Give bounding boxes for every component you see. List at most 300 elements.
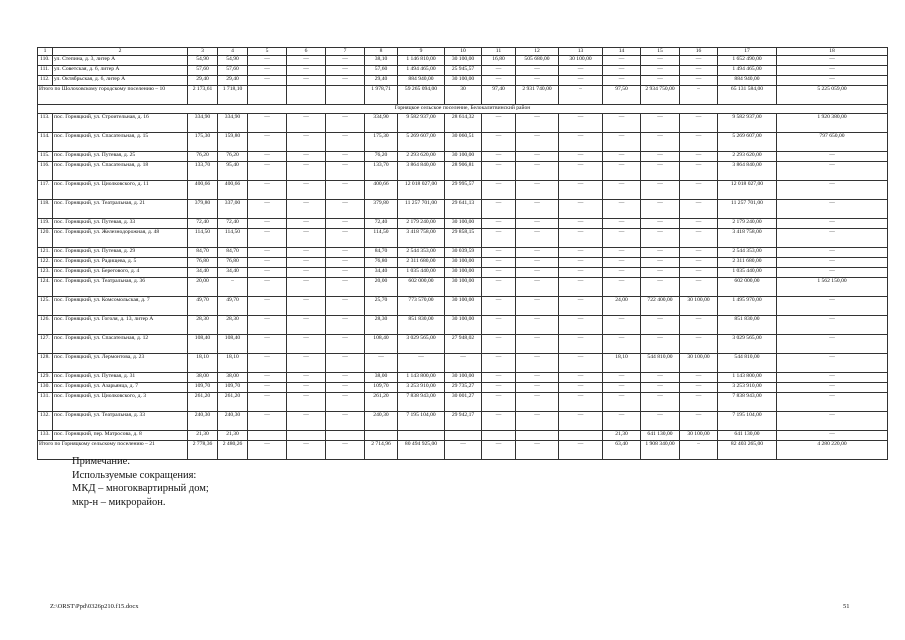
value-cell: —: [482, 335, 516, 354]
value-cell: 722 400,00: [641, 297, 680, 316]
total-value: 30: [445, 86, 482, 105]
value-cell: —: [680, 383, 718, 393]
value-cell: 3 418 758,00: [718, 229, 777, 248]
row-number: 130.: [38, 383, 53, 393]
total-value: 2 778,36: [188, 441, 218, 460]
value-cell: [559, 431, 603, 441]
table-row: [38, 278, 888, 297]
value-cell: —: [482, 229, 516, 248]
value-cell: 114,50: [365, 229, 398, 248]
value-cell: 3 864 840,00: [398, 162, 445, 181]
value-cell: —: [516, 133, 559, 152]
value-cell: —: [248, 316, 287, 335]
value-cell: —: [287, 181, 326, 200]
row-number: 129.: [38, 373, 53, 383]
value-cell: 544 810,00: [718, 354, 777, 373]
value-cell: 28 906,81: [445, 162, 482, 181]
value-cell: 240,30: [188, 412, 218, 431]
total-value: 2 480,26: [218, 441, 248, 460]
value-cell: —: [777, 354, 888, 373]
value-cell: —: [482, 316, 516, 335]
value-cell: —: [482, 152, 516, 162]
value-cell: 1 494 465,00: [398, 66, 445, 76]
value-cell: —: [326, 258, 365, 268]
value-cell: —: [326, 56, 365, 66]
value-cell: —: [482, 66, 516, 76]
value-cell: 34,40: [365, 268, 398, 278]
value-cell: —: [603, 76, 641, 86]
value-cell: —: [326, 412, 365, 431]
row-number: 110.: [38, 56, 53, 66]
value-cell: 175,30: [365, 133, 398, 152]
value-cell: —: [559, 152, 603, 162]
value-cell: —: [680, 66, 718, 76]
value-cell: 30 100,00: [445, 56, 482, 66]
value-cell: —: [287, 76, 326, 86]
table-row: [38, 335, 888, 354]
total-value: —: [516, 441, 559, 460]
note-line-abbreviations: Используемые сокращения:: [72, 469, 197, 481]
value-cell: —: [482, 181, 516, 200]
value-cell: —: [326, 297, 365, 316]
address-cell: пос. Горняцкий, ул. Театральная, д. 21: [53, 200, 188, 219]
table-row: [38, 219, 888, 229]
value-cell: —: [680, 229, 718, 248]
value-cell: —: [680, 114, 718, 133]
value-cell: —: [680, 162, 718, 181]
value-cell: 84,70: [188, 248, 218, 258]
value-cell: —: [641, 76, 680, 86]
value-cell: —: [326, 248, 365, 258]
value-cell: 851 830,00: [398, 316, 445, 335]
value-cell: —: [680, 200, 718, 219]
row-number: 131.: [38, 393, 53, 412]
value-cell: 30 100,00: [680, 431, 718, 441]
value-cell: —: [603, 219, 641, 229]
value-cell: 175,30: [188, 133, 218, 152]
value-cell: —: [603, 268, 641, 278]
total-value: 1 908 340,00: [641, 441, 680, 460]
address-cell: пос. Горняцкий, ул. Азарьянца, д. 7: [53, 383, 188, 393]
column-number: 4: [218, 48, 248, 56]
value-cell: 38,00: [365, 373, 398, 383]
value-cell: —: [680, 219, 718, 229]
value-cell: —: [326, 354, 365, 373]
value-cell: —: [516, 268, 559, 278]
address-cell: пос. Горняцкий, ул. Путевая, д. 29: [53, 248, 188, 258]
value-cell: 11 257 701,00: [718, 200, 777, 219]
value-cell: —: [326, 393, 365, 412]
value-cell: 1 920 380,00: [777, 114, 888, 133]
value-cell: —: [516, 278, 559, 297]
value-cell: —: [287, 268, 326, 278]
value-cell: —: [516, 76, 559, 86]
value-cell: —: [641, 200, 680, 219]
page-number: 51: [843, 603, 850, 610]
value-cell: —: [777, 258, 888, 268]
value-cell: 602 000,00: [718, 278, 777, 297]
value-cell: [398, 431, 445, 441]
value-cell: —: [559, 162, 603, 181]
value-cell: —: [248, 66, 287, 76]
total-value: —: [445, 441, 482, 460]
value-cell: —: [680, 258, 718, 268]
value-cell: 34,40: [218, 268, 248, 278]
value-cell: —: [641, 248, 680, 258]
value-cell: 30 039,59: [445, 248, 482, 258]
value-cell: 5 269 607,00: [718, 133, 777, 152]
value-cell: —: [641, 383, 680, 393]
total-value: 59 265 094,00: [398, 86, 445, 105]
value-cell: —: [559, 393, 603, 412]
value-cell: —: [777, 316, 888, 335]
value-cell: —: [680, 373, 718, 383]
value-cell: —: [482, 114, 516, 133]
value-cell: 2 544 353,00: [718, 248, 777, 258]
value-cell: —: [482, 162, 516, 181]
value-cell: 21,30: [188, 431, 218, 441]
value-cell: —: [559, 76, 603, 86]
value-cell: 7 838 943,00: [718, 393, 777, 412]
value-cell: 54,90: [218, 56, 248, 66]
address-cell: пос. Горняцкий, ул. Гоголя, д. 13, литер А: [53, 316, 188, 335]
value-cell: 76,20: [365, 152, 398, 162]
total-value: —: [248, 441, 287, 460]
table-row: [38, 373, 888, 383]
total-value: 2 934 750,00: [641, 86, 680, 105]
value-cell: —: [777, 66, 888, 76]
column-number: 13: [559, 48, 603, 56]
value-cell: —: [482, 393, 516, 412]
value-cell: 334,90: [188, 114, 218, 133]
value-cell: 1 035 440,00: [718, 268, 777, 278]
value-cell: 29,40: [365, 76, 398, 86]
value-cell: —: [603, 56, 641, 66]
value-cell: —: [559, 133, 603, 152]
value-cell: 49,70: [218, 297, 248, 316]
value-cell: —: [516, 162, 559, 181]
value-cell: —: [248, 278, 287, 297]
value-cell: 884 940,00: [718, 76, 777, 86]
note-line-mkd: МКД – многоквартирный дом;: [72, 483, 209, 495]
value-cell: —: [516, 200, 559, 219]
value-cell: —: [641, 393, 680, 412]
value-cell: —: [516, 393, 559, 412]
value-cell: —: [777, 76, 888, 86]
value-cell: —: [641, 412, 680, 431]
value-cell: 9 582 937,00: [718, 114, 777, 133]
value-cell: 109,70: [365, 383, 398, 393]
value-cell: 57,60: [188, 66, 218, 76]
total-row-sholokhovskoe: [38, 86, 888, 105]
value-cell: —: [641, 152, 680, 162]
value-cell: 30 100,00: [445, 278, 482, 297]
value-cell: 337,00: [218, 200, 248, 219]
value-cell: 57,60: [218, 66, 248, 76]
value-cell: —: [516, 248, 559, 258]
value-cell: —: [559, 66, 603, 76]
value-cell: —: [559, 278, 603, 297]
value-cell: 109,70: [188, 383, 218, 393]
value-cell: —: [326, 219, 365, 229]
table-row: [38, 431, 888, 441]
value-cell: 334,90: [365, 114, 398, 133]
value-cell: —: [680, 316, 718, 335]
value-cell: —: [559, 248, 603, 258]
column-number: 8: [365, 48, 398, 56]
value-cell: 400,66: [218, 181, 248, 200]
value-cell: 28,30: [188, 316, 218, 335]
value-cell: —: [326, 278, 365, 297]
value-cell: —: [641, 335, 680, 354]
value-cell: —: [641, 373, 680, 383]
value-cell: —: [603, 373, 641, 383]
value-cell: 9 582 937,00: [398, 114, 445, 133]
value-cell: —: [516, 412, 559, 431]
row-number: 118.: [38, 200, 53, 219]
value-cell: 133,70: [365, 162, 398, 181]
value-cell: —: [248, 133, 287, 152]
table-row: [38, 133, 888, 152]
total-label: Итого по Горняцкому сельскому поселению – 21: [38, 441, 188, 460]
note-line-mkr: мкр-н – микрорайон.: [72, 496, 166, 508]
value-cell: 2 293 620,00: [398, 152, 445, 162]
total-value: 97,50: [603, 86, 641, 105]
value-cell: —: [641, 229, 680, 248]
value-cell: 34,40: [188, 268, 218, 278]
value-cell: —: [482, 373, 516, 383]
row-number: 111.: [38, 66, 53, 76]
value-cell: —: [482, 297, 516, 316]
column-number: 9: [398, 48, 445, 56]
value-cell: —: [603, 66, 641, 76]
value-cell: 1 143 800,00: [718, 373, 777, 383]
column-number: 18: [777, 48, 888, 56]
value-cell: —: [516, 66, 559, 76]
value-cell: —: [248, 56, 287, 66]
column-number: 2: [53, 48, 188, 56]
value-cell: —: [680, 412, 718, 431]
value-cell: —: [516, 354, 559, 373]
value-cell: —: [287, 354, 326, 373]
value-cell: —: [248, 393, 287, 412]
value-cell: —: [482, 76, 516, 86]
value-cell: —: [248, 268, 287, 278]
row-number: 121.: [38, 248, 53, 258]
value-cell: 21,30: [218, 431, 248, 441]
value-cell: 1 562 150,00: [777, 278, 888, 297]
value-cell: 18,10: [218, 354, 248, 373]
value-cell: —: [641, 56, 680, 66]
address-cell: пос. Горняцкий, ул. Спасательная, д. 15: [53, 133, 188, 152]
value-cell: 851 830,00: [718, 316, 777, 335]
value-cell: —: [326, 114, 365, 133]
value-cell: —: [680, 268, 718, 278]
value-cell: —: [680, 56, 718, 66]
value-cell: 2 179 240,00: [718, 219, 777, 229]
row-number: 127.: [38, 335, 53, 354]
value-cell: 27 948,02: [445, 335, 482, 354]
value-cell: —: [641, 66, 680, 76]
value-cell: [365, 431, 398, 441]
row-number: 133.: [38, 431, 53, 441]
total-value: [287, 86, 326, 105]
total-label: Итого по Шолоховскому городскому поселению – 10: [38, 86, 188, 105]
value-cell: 18,10: [188, 354, 218, 373]
value-cell: 1 035 440,00: [398, 268, 445, 278]
value-cell: —: [287, 114, 326, 133]
value-cell: —: [777, 219, 888, 229]
address-cell: пос. Горняцкий, ул. Путевая, д. 33: [53, 219, 188, 229]
value-cell: —: [603, 383, 641, 393]
value-cell: —: [777, 383, 888, 393]
value-cell: 1 143 800,00: [398, 373, 445, 383]
total-value: —: [287, 441, 326, 460]
table-row: [38, 56, 888, 66]
value-cell: —: [248, 76, 287, 86]
total-value: 2 931 740,00: [516, 86, 559, 105]
address-cell: пос. Горняцкий, ул. Берегового, д. 4: [53, 268, 188, 278]
value-cell: —: [680, 393, 718, 412]
row-number: 116.: [38, 162, 53, 181]
value-cell: 261,20: [218, 393, 248, 412]
address-cell: пос. Горняцкий, ул. Путевая, д. 31: [53, 373, 188, 383]
value-cell: —: [603, 162, 641, 181]
value-cell: 1 494 465,00: [718, 66, 777, 76]
value-cell: 28,30: [365, 316, 398, 335]
value-cell: 30 100,00: [445, 219, 482, 229]
value-cell: 797 650,00: [777, 133, 888, 152]
value-cell: 2 293 620,00: [718, 152, 777, 162]
value-cell: 3 253 910,00: [718, 383, 777, 393]
value-cell: 30 100,00: [445, 297, 482, 316]
table-row: [38, 258, 888, 268]
value-cell: —: [287, 152, 326, 162]
value-cell: —: [482, 200, 516, 219]
value-cell: 38,00: [188, 373, 218, 383]
value-cell: 3 029 565,00: [718, 335, 777, 354]
table-row: [38, 181, 888, 200]
total-value: —: [326, 441, 365, 460]
address-cell: ул. Октябрьская, д. 6, литер А: [53, 76, 188, 86]
value-cell: —: [603, 412, 641, 431]
value-cell: 30 100,00: [445, 316, 482, 335]
column-number: 1: [38, 48, 53, 56]
row-number: 123.: [38, 268, 53, 278]
address-cell: ул. Степина, д. 3, литер А: [53, 56, 188, 66]
value-cell: 240,30: [218, 412, 248, 431]
value-cell: —: [287, 56, 326, 66]
value-cell: —: [326, 229, 365, 248]
value-cell: 29,40: [218, 76, 248, 86]
value-cell: 30 100,00: [445, 268, 482, 278]
value-cell: —: [326, 181, 365, 200]
value-cell: —: [559, 181, 603, 200]
value-cell: –: [218, 278, 248, 297]
total-value: –: [680, 86, 718, 105]
value-cell: —: [482, 258, 516, 268]
value-cell: 261,20: [188, 393, 218, 412]
value-cell: 54,90: [188, 56, 218, 66]
table-row: [38, 114, 888, 133]
value-cell: —: [680, 335, 718, 354]
value-cell: —: [603, 114, 641, 133]
address-cell: ул. Советская, д. 6, литер А: [53, 66, 188, 76]
value-cell: —: [603, 152, 641, 162]
value-cell: 25,70: [365, 297, 398, 316]
value-cell: —: [516, 181, 559, 200]
value-cell: —: [680, 278, 718, 297]
table-row: [38, 354, 888, 373]
value-cell: 133,70: [188, 162, 218, 181]
section-title-row: [38, 105, 888, 114]
value-cell: 641 130,00: [641, 431, 680, 441]
value-cell: —: [287, 200, 326, 219]
value-cell: 11 257 701,00: [398, 200, 445, 219]
value-cell: —: [777, 431, 888, 441]
row-number: 124.: [38, 278, 53, 297]
total-value: —: [559, 441, 603, 460]
value-cell: —: [445, 354, 482, 373]
total-value: 65 131 584,00: [718, 86, 777, 105]
value-cell: —: [559, 229, 603, 248]
value-cell: 76,80: [218, 258, 248, 268]
table-row: [38, 200, 888, 219]
value-cell: —: [603, 393, 641, 412]
value-cell: 29 858,15: [445, 229, 482, 248]
value-cell: —: [326, 373, 365, 383]
value-cell: 28 614,32: [445, 114, 482, 133]
value-cell: —: [398, 354, 445, 373]
value-cell: —: [482, 354, 516, 373]
value-cell: 379,80: [365, 200, 398, 219]
total-value: 2 714,96: [365, 441, 398, 460]
value-cell: —: [516, 219, 559, 229]
value-cell: —: [326, 76, 365, 86]
value-cell: 3 418 758,00: [398, 229, 445, 248]
value-cell: —: [680, 181, 718, 200]
value-cell: —: [365, 354, 398, 373]
value-cell: [326, 431, 365, 441]
value-cell: —: [287, 383, 326, 393]
value-cell: —: [777, 373, 888, 383]
value-cell: 24,00: [603, 297, 641, 316]
value-cell: 884 940,00: [398, 76, 445, 86]
value-cell: 602 000,00: [398, 278, 445, 297]
value-cell: 29 942,17: [445, 412, 482, 431]
value-cell: —: [287, 66, 326, 76]
table-row: [38, 76, 888, 86]
value-cell: —: [482, 219, 516, 229]
value-cell: —: [248, 152, 287, 162]
value-cell: 95,40: [218, 162, 248, 181]
value-cell: 57,60: [365, 66, 398, 76]
column-number: 14: [603, 48, 641, 56]
value-cell: —: [482, 383, 516, 393]
table-row: [38, 383, 888, 393]
value-cell: 30 100,00: [445, 76, 482, 86]
value-cell: —: [603, 248, 641, 258]
value-cell: —: [680, 133, 718, 152]
value-cell: 7 838 943,00: [398, 393, 445, 412]
value-cell: 379,80: [188, 200, 218, 219]
value-cell: 3 864 840,00: [718, 162, 777, 181]
value-cell: —: [326, 162, 365, 181]
table-row: [38, 162, 888, 181]
value-cell: 30 060,51: [445, 133, 482, 152]
total-value: –: [559, 86, 603, 105]
value-cell: —: [287, 258, 326, 268]
